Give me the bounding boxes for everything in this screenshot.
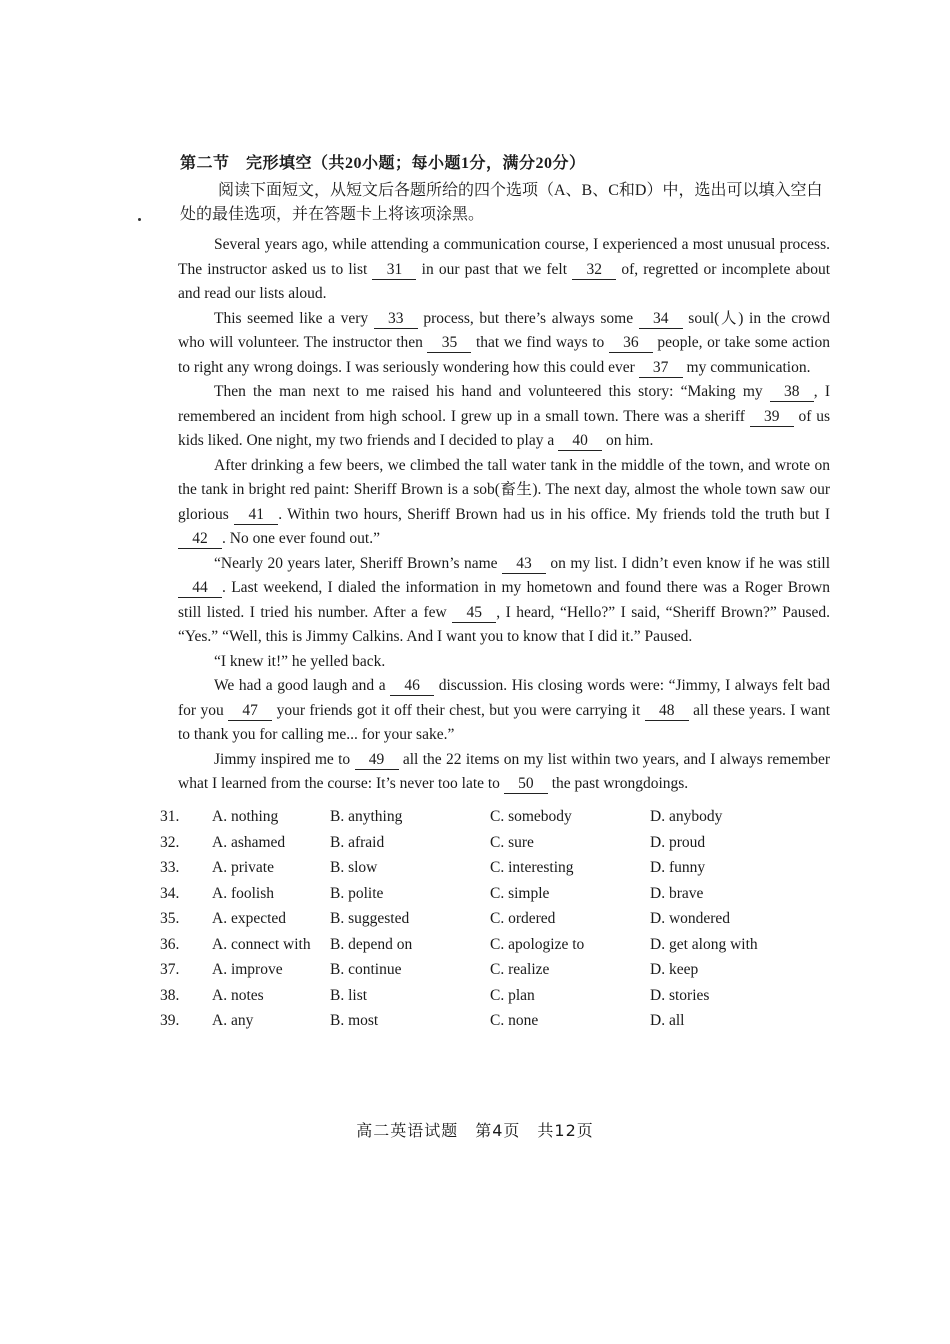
- cloze-blank: 39: [750, 408, 794, 427]
- option-a: A. improve: [212, 961, 283, 979]
- question-number: 31.: [160, 808, 180, 826]
- passage-text: “Nearly 20 years later, Sheriff Brown’s name: [214, 554, 502, 572]
- passage-text: discussion. His closing words were: “Jimmy, I always felt bad for you: [178, 677, 830, 719]
- option-c: C. interesting: [490, 859, 574, 877]
- option-b: B. anything: [330, 808, 403, 826]
- option-a: A. ashamed: [212, 833, 286, 851]
- cloze-blank: 46: [390, 677, 434, 696]
- passage-paragraph: [160, 650, 830, 675]
- option-c: C. sure: [490, 833, 534, 851]
- passage-text: Jimmy inspired me to: [214, 750, 355, 768]
- passage-paragraph: [160, 674, 830, 748]
- passage-paragraph: [160, 748, 830, 797]
- cloze-blank: 38: [770, 383, 814, 402]
- passage-text: all the 22 items on my list within two years, and I always remember what I learned from the course: It’s never too late to: [178, 750, 830, 792]
- question-number: 35.: [160, 910, 180, 928]
- passage-text: , I remembered an incident from high school. I grew up in a small town. There was a sheriff: [178, 383, 830, 425]
- passage-text: in our past that we felt: [416, 260, 573, 278]
- passage-text: all these years. I want to thank you for calling me... for your sake.”: [178, 701, 831, 743]
- option-d: D. get along with: [650, 935, 758, 953]
- cloze-blank: 35: [427, 334, 471, 353]
- option-a: A. private: [212, 859, 274, 877]
- passage-text: on him.: [602, 432, 654, 449]
- option-d: D. funny: [650, 859, 706, 877]
- cloze-blank: 50: [504, 775, 548, 794]
- option-row: [160, 983, 830, 1009]
- section-heading: 第二节 完形填空（共20小题；每小题1分，满分20分）: [180, 155, 586, 172]
- option-b: B. depend on: [330, 935, 413, 953]
- option-row: [160, 1009, 830, 1035]
- option-row: [160, 856, 830, 882]
- passage-paragraph: [160, 380, 830, 454]
- section-instructions: 阅读下面短文，从短文后各题所给的四个选项（A、B、C和D）中，选出可以填入空白处的最佳选项，并在答题卡上将该项涂黑。: [180, 182, 823, 223]
- passage-paragraph: [160, 233, 830, 307]
- option-b: B. polite: [330, 884, 384, 902]
- cloze-blank: 40: [558, 432, 602, 451]
- option-row: [160, 958, 830, 984]
- cloze-blank: 33: [374, 310, 418, 329]
- passage-text: soul(人) in the crowd who will volunteer. The instructor then: [178, 309, 830, 351]
- cloze-blank: 31: [372, 261, 416, 280]
- passage-text: We had a good laugh and a: [214, 677, 391, 694]
- cloze-blank: 42: [178, 530, 222, 549]
- option-c: C. simple: [490, 884, 550, 902]
- cloze-blank: 48: [645, 702, 689, 721]
- option-c: C. ordered: [490, 910, 556, 928]
- question-number: 39.: [160, 1012, 180, 1030]
- cloze-blank: 41: [234, 506, 278, 525]
- passage-text: . Last weekend, I dialed the information in my hometown and found there was a Roger Brown still listed. I tried his number. After a few: [178, 579, 830, 621]
- cloze-blank: 43: [502, 555, 546, 574]
- passage-text: my communication.: [682, 358, 811, 376]
- passage-text: . No one ever found out.”: [222, 530, 380, 547]
- option-d: D. anybody: [650, 808, 723, 826]
- page-footer: 高二英语试题 第4页 共12页: [356, 1121, 594, 1140]
- cloze-blank: 37: [639, 359, 683, 378]
- cloze-blank: 36: [609, 334, 653, 353]
- cloze-blank: 47: [228, 702, 272, 721]
- option-a: A. expected: [212, 910, 287, 928]
- option-d: D. keep: [650, 961, 699, 979]
- option-c: C. somebody: [490, 808, 572, 826]
- cloze-passage: [160, 233, 830, 797]
- option-c: C. none: [490, 1012, 539, 1030]
- option-d: D. stories: [650, 986, 710, 1004]
- question-number: 36.: [160, 935, 180, 953]
- scan-speck: [138, 218, 141, 221]
- passage-text: on my list. I didn’t even know if he was still: [545, 554, 831, 572]
- question-number: 33.: [160, 859, 180, 877]
- passage-text: “I knew it!” he yelled back.: [214, 652, 386, 670]
- option-a: A. foolish: [212, 884, 274, 902]
- option-d: D. proud: [650, 833, 706, 851]
- cloze-blank: 45: [452, 604, 496, 623]
- passage-text: of us kids liked. One night, my two friends and I decided to play a: [178, 407, 830, 449]
- option-c: C. plan: [490, 986, 535, 1004]
- option-b: B. continue: [330, 961, 402, 979]
- question-number: 34.: [160, 884, 180, 902]
- option-b: B. list: [330, 986, 368, 1004]
- question-number: 32.: [160, 833, 180, 851]
- option-a: A. nothing: [212, 808, 279, 826]
- passage-paragraph: [160, 307, 830, 381]
- option-a: A. notes: [212, 986, 264, 1004]
- option-row: [160, 830, 830, 856]
- question-number: 38.: [160, 986, 180, 1004]
- option-d: D. all: [650, 1012, 685, 1030]
- passage-text: . Within two hours, Sheriff Brown had us in his office. My friends told the truth but I: [278, 505, 830, 523]
- option-row: [160, 881, 830, 907]
- option-a: A. connect with: [212, 935, 311, 953]
- passage-text: After drinking a few beers, we climbed the tall water tank in the middle of the town, and wrote on the tank in bright red paint: Sheriff Brown is a sob(畜生). The next day, almost the whole town saw our glorious: [178, 456, 830, 523]
- passage-text: of, regretted or incomplete about and read our lists aloud.: [178, 260, 831, 302]
- option-b: B. most: [330, 1012, 379, 1030]
- option-c: C. realize: [490, 961, 550, 979]
- option-a: A. any: [212, 1012, 254, 1030]
- passage-text: that we find ways to: [471, 334, 609, 351]
- passage-text: the past wrongdoings.: [547, 775, 689, 792]
- passage-paragraph: [160, 552, 830, 650]
- passage-text: Several years ago, while attending a communication course, I experienced a most unusual process. The instructor asked us to list: [178, 236, 830, 278]
- passage-text: process, but there’s always some: [417, 309, 639, 327]
- option-b: B. slow: [330, 859, 378, 877]
- option-d: D. brave: [650, 884, 704, 902]
- option-b: B. suggested: [330, 910, 410, 928]
- passage-paragraph: [160, 454, 830, 552]
- passage-text: your friends got it off their chest, but you were carrying it: [272, 701, 645, 719]
- options-list: [160, 805, 830, 1035]
- question-number: 37.: [160, 961, 180, 979]
- cloze-blank: 32: [572, 261, 616, 280]
- passage-text: Then the man next to me raised his hand and volunteered this story: “Making my: [214, 383, 770, 400]
- cloze-blank: 44: [178, 579, 222, 598]
- option-row: [160, 805, 830, 831]
- passage-text: people, or take some action to right any wrong doings. I was seriously wondering how this could ever: [178, 334, 830, 376]
- passage-text: , I heard, “Hello?” I said, “Sheriff Brown?” Paused. “Yes.” “Well, this is Jimmy Calkins. And I want you to know that I did it.” Paused.: [178, 603, 830, 645]
- option-row: [160, 907, 830, 933]
- option-c: C. apologize to: [490, 935, 585, 953]
- cloze-blank: 34: [639, 310, 683, 329]
- option-b: B. afraid: [330, 833, 385, 851]
- passage-text: This seemed like a very: [214, 309, 374, 327]
- option-d: D. wondered: [650, 910, 731, 928]
- option-row: [160, 932, 830, 958]
- cloze-blank: 49: [355, 751, 399, 770]
- exam-page: [160, 150, 830, 1034]
